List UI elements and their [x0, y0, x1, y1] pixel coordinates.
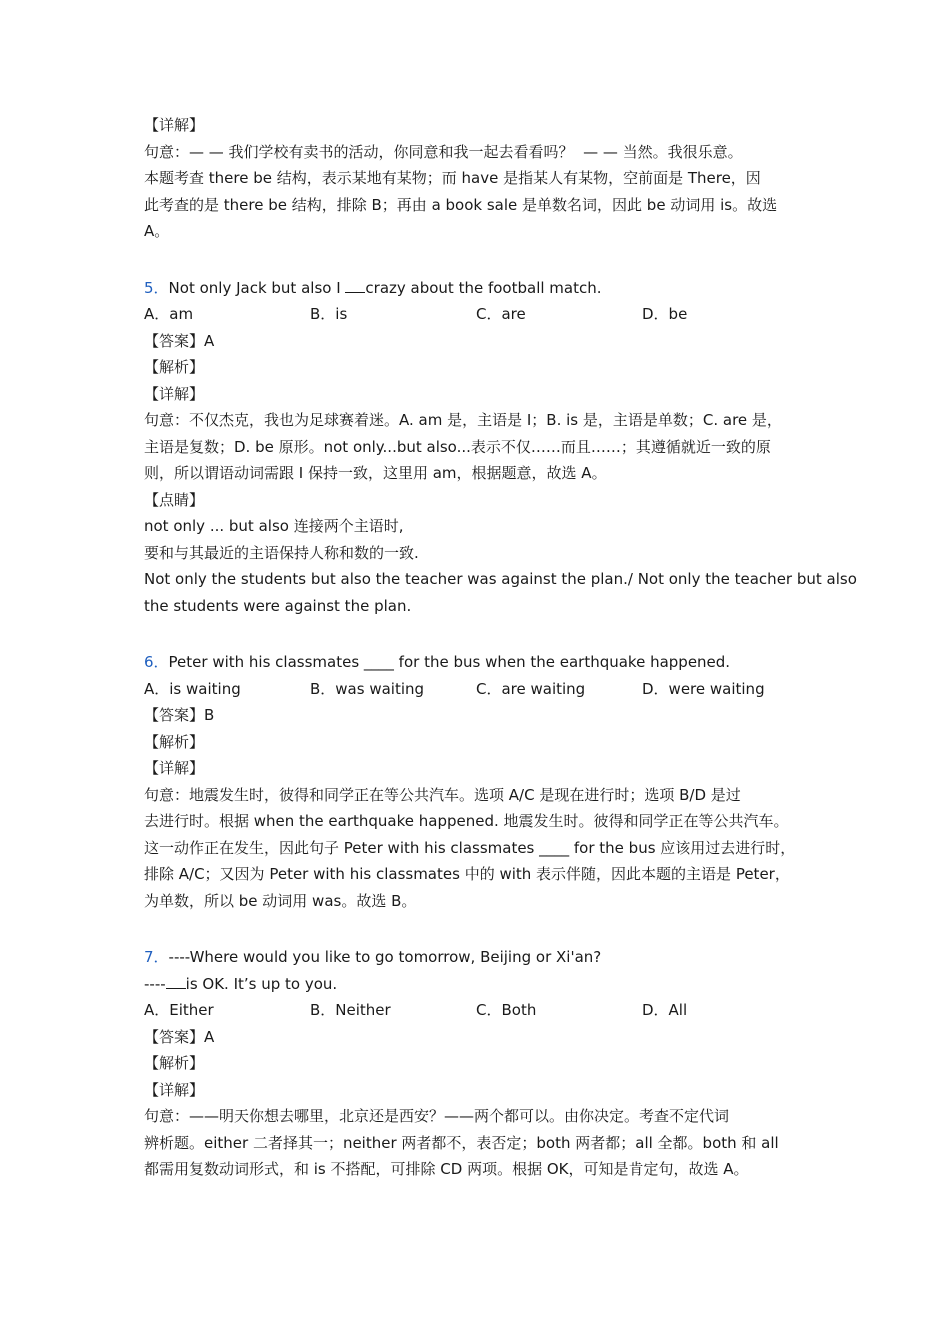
q5-detail-tag: 【详解】: [144, 384, 205, 403]
q6-detail-line: 这一动作正在发生，因此句子 Peter with his classmates ____ for the bus 应该用过去进行时，: [144, 838, 796, 857]
q4-detail-line: 此考查的是 there be 结构，排除 B；再由 a book sale 是单数名词，因此 be 动词用 is。故选: [144, 195, 778, 214]
q6-detail-tag: 【详解】: [144, 759, 205, 777]
q5-option-b: B．is: [310, 305, 348, 323]
q4-detail-line: 句意：— — 我们学校有卖书的活动，你同意和我一起去看看吗？ — — 当然。我很乐意。: [144, 142, 743, 161]
q5-stem: [144, 275, 814, 302]
q7-stem-1-text: ----Where would you like to go tomorrow, Beijing or Xi'an?: [168, 948, 602, 966]
q5-option-a: A．am: [144, 305, 194, 323]
q6-analysis-tag: 【解析】: [144, 732, 205, 751]
q5-detail-line: 句意：不仅杰克，我也为足球赛着迷。A. am 是，主语是 I；B. is 是，主语是单数；C. are 是，: [144, 411, 782, 429]
q7-stem-2: [144, 971, 814, 998]
q5-detail-line: 主语是复数；D. be 原形。not only...but also...表示不仅……而且……；其遵循就近一致的原: [144, 437, 771, 456]
q6-detail-line: 排除 A/C；又因为 Peter with his classmates 中的 with 表示伴随，因此本题的主语是 Peter，: [144, 865, 790, 883]
q6-detail-line: 句意：地震发生时，彼得和同学正在等公共汽车。选项 A/C 是现在进行时；选项 B/D 是过: [144, 785, 741, 804]
q7-answer: 【答案】A: [144, 1027, 215, 1046]
q6-option-d: D．were waiting: [642, 679, 765, 698]
q5-tip-line: the students were against the plan.: [144, 596, 412, 615]
q5-stem-after: crazy about the football match.: [365, 278, 602, 297]
q6-option-c: C．are waiting: [476, 679, 586, 698]
q7-option-c: C．Both: [476, 1001, 537, 1019]
q6-option-b: B．was waiting: [310, 679, 425, 698]
q5-option-c: C．are: [476, 305, 526, 323]
q5-tip-tag: 【点睛】: [144, 490, 205, 509]
q6-option-a: A．is waiting: [144, 679, 241, 698]
q7-stem-2-before: ----: [144, 974, 166, 993]
q4-detail-line: A。: [144, 222, 170, 240]
q5-option-d: D．be: [642, 305, 688, 323]
q7-number: 7．: [144, 948, 169, 966]
q5-tip-line: 要和与其最近的主语保持人称和数的一致.: [144, 543, 419, 562]
q5-tip-line: Not only the students but also the teacher was against the plan./ Not only the teacher but also: [144, 570, 857, 588]
q4-detail-line: 本题考查 there be 结构，表示某地有某物；而 have 是指某人有某物，空前面是 There，因: [144, 169, 761, 187]
q7-option-a: A．Either: [144, 1001, 214, 1019]
q5-analysis-tag: 【解析】: [144, 358, 205, 376]
q7-analysis-tag: 【解析】: [144, 1054, 205, 1072]
q6-number: 6．: [144, 653, 169, 671]
q6-stem: [144, 649, 814, 676]
q7-option-d: D．All: [642, 1001, 688, 1019]
q7-detail-tag: 【详解】: [144, 1080, 205, 1099]
q7-option-b: B．Neither: [310, 1001, 391, 1019]
q7-detail-line: 都需用复数动词形式，和 is 不搭配，可排除 CD 两项。根据 OK，可知是肯定句，故选 A。: [144, 1160, 749, 1178]
document-page: [144, 112, 857, 1183]
q4-detail-tag: 【详解】: [144, 116, 205, 134]
q6-stem-text: Peter with his classmates ____ for the bus when the earthquake happened.: [168, 653, 731, 671]
q5-stem-before: Not only Jack but also I: [168, 278, 346, 297]
q5-number: 5．: [144, 278, 169, 297]
q7-stem-2-after: is OK. It’s up to you.: [185, 974, 338, 993]
q7-detail-line: 句意：——明天你想去哪里，北京还是西安？——两个都可以。由你决定。考查不定代词: [144, 1107, 730, 1125]
q5-options: [144, 301, 814, 328]
q6-options: [144, 676, 814, 703]
q7-detail-line: 辨析题。either 二者择其一；neither 两者都不，表否定；both 两者都；all 全都。both 和 all: [144, 1133, 779, 1152]
q7-stem-1: [144, 944, 814, 971]
q5-detail-line: 则，所以谓语动词需跟 I 保持一致，这里用 am，根据题意，故选 A。: [144, 464, 607, 482]
q5-answer: 【答案】A: [144, 331, 215, 350]
q6-detail-line: 为单数，所以 be 动词用 was。故选 B。: [144, 891, 417, 910]
q5-tip-line: not only ... but also 连接两个主语时,: [144, 517, 404, 535]
q7-blank: [166, 974, 186, 989]
q5-blank: [345, 278, 365, 293]
q6-detail-line: 去进行时。根据 when the earthquake happened. 地震发生时。彼得和同学正在等公共汽车。: [144, 812, 789, 830]
q7-options: [144, 997, 814, 1024]
q6-answer: 【答案】B: [144, 706, 215, 724]
